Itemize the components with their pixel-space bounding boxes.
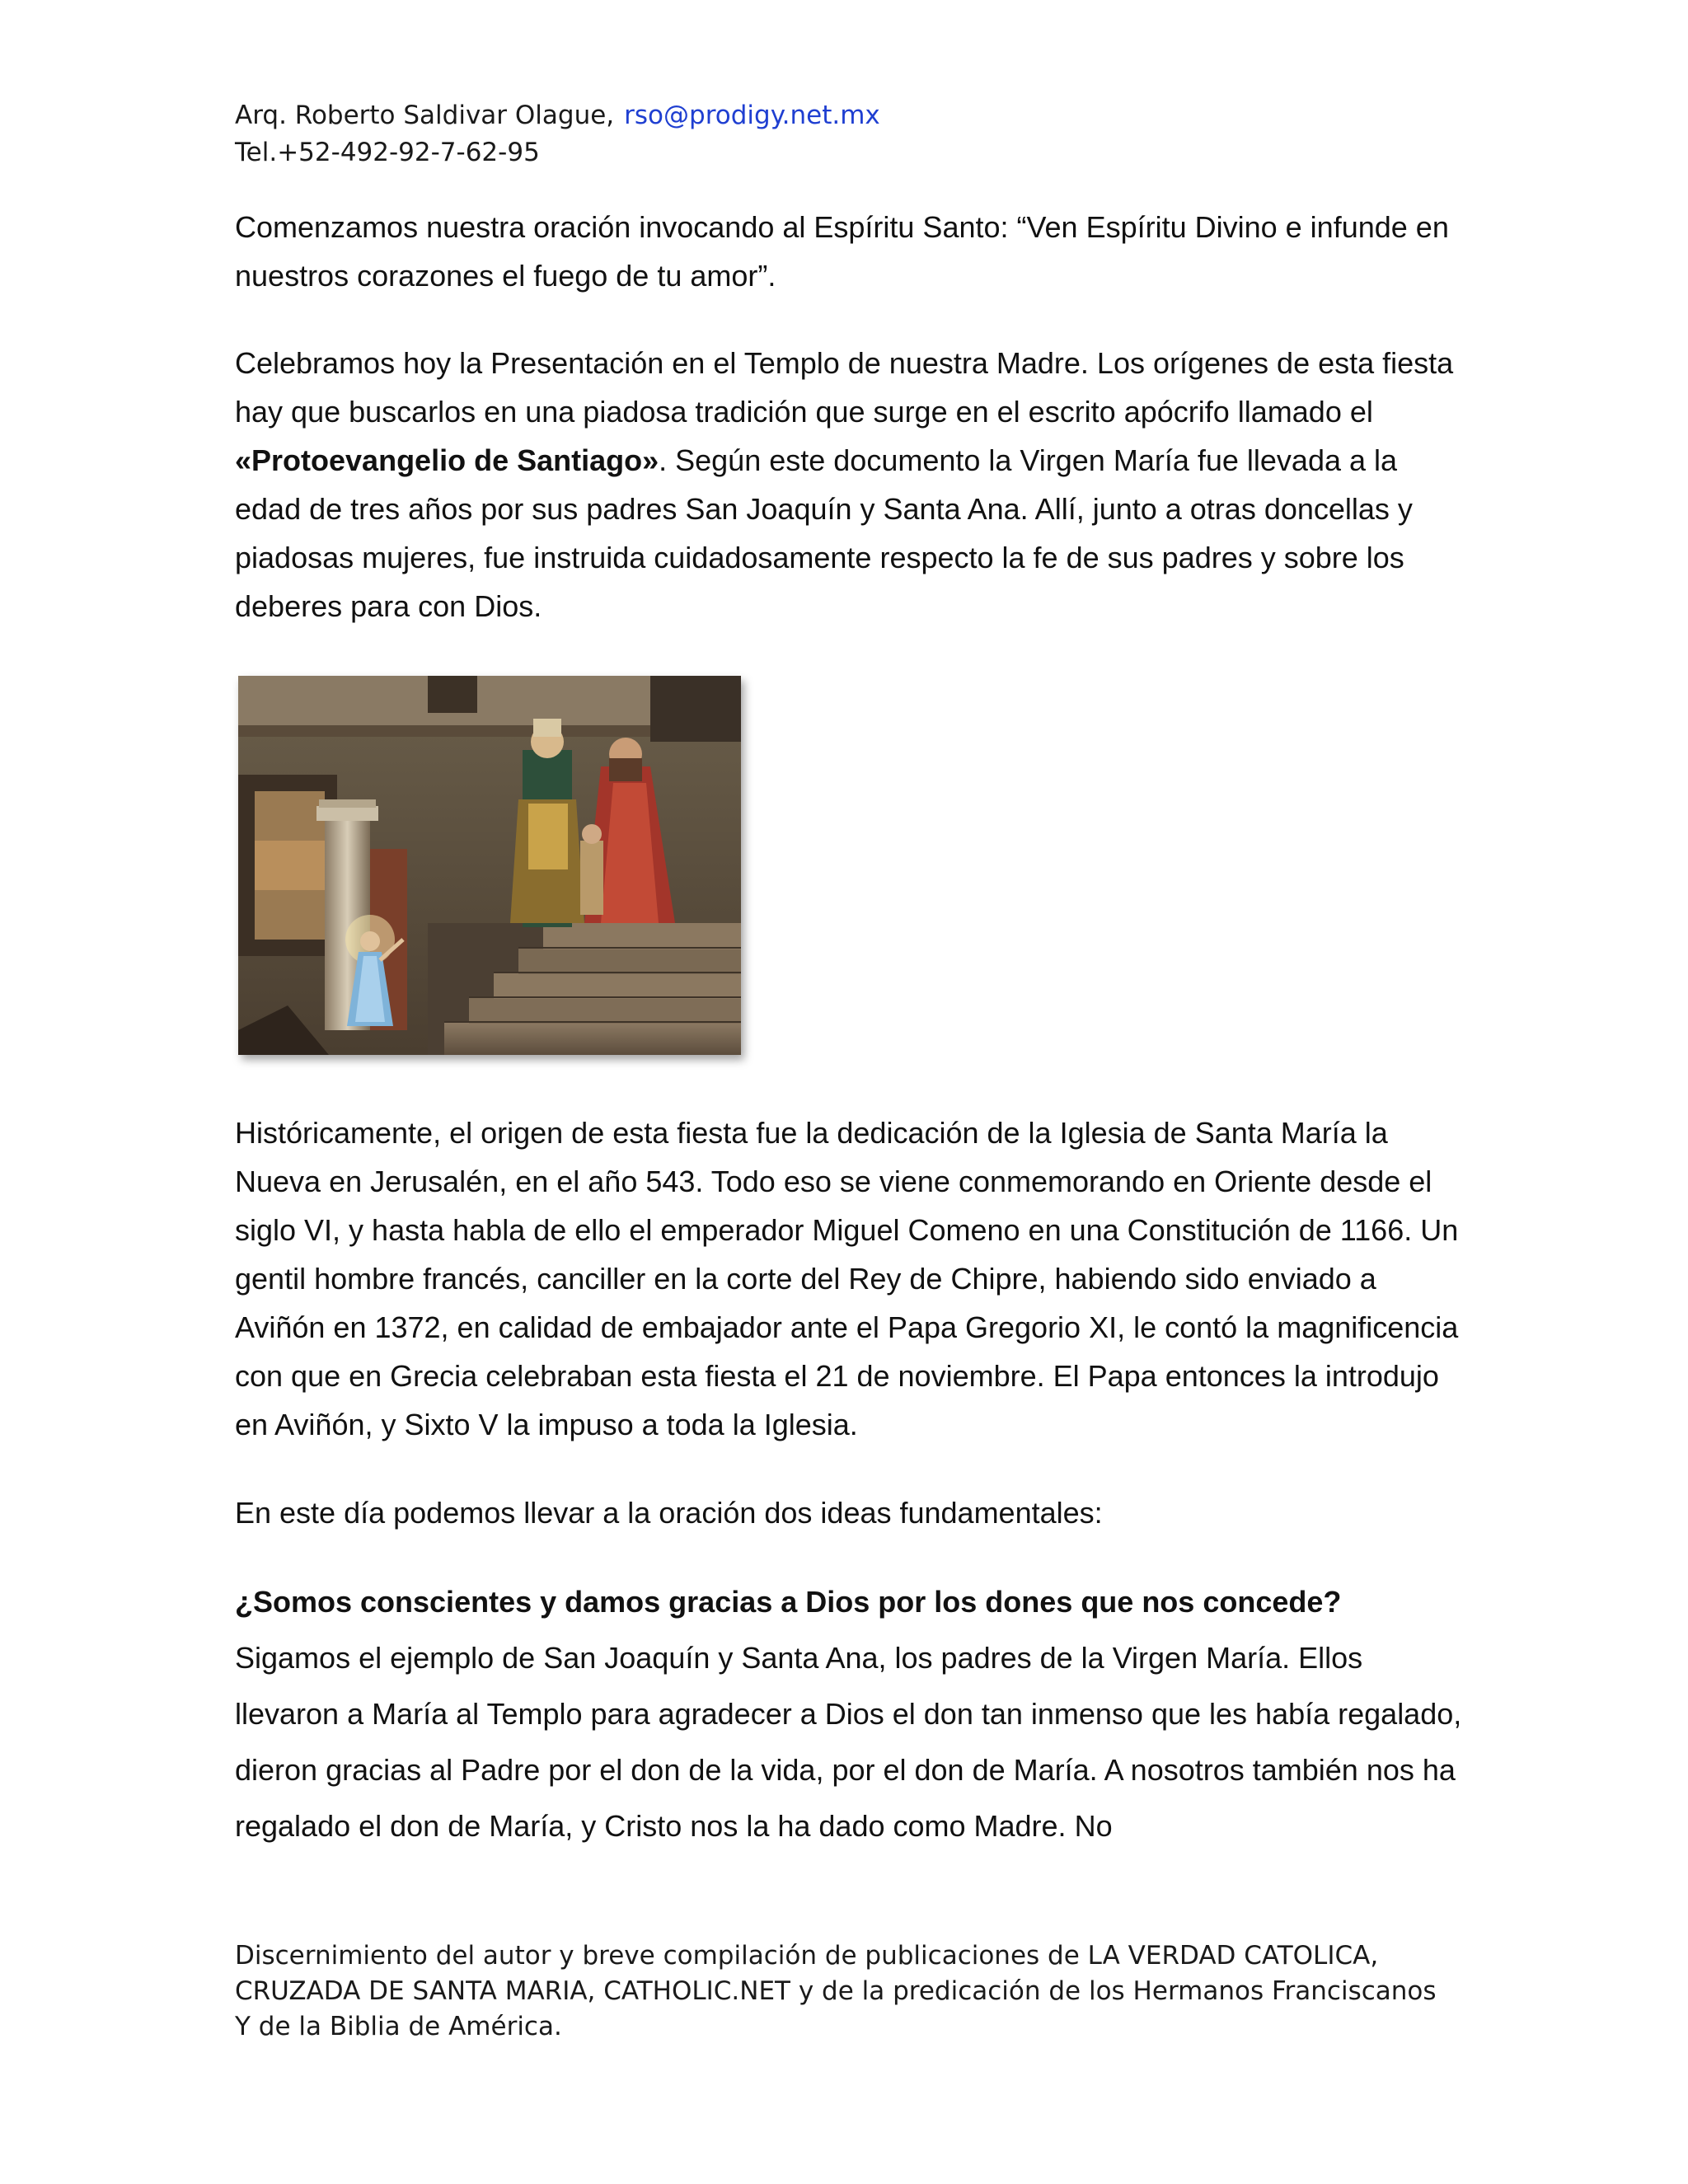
author-name: Arq. Roberto Saldivar Olague, xyxy=(235,101,615,130)
presentation-painting-image xyxy=(238,676,741,1055)
footer-line-1: Discernimiento del autor y breve compilación de publicaciones de LA VERDAD CATOLICA, xyxy=(235,1941,1379,1971)
page-footer xyxy=(235,1938,1437,2045)
presentation-paragraph xyxy=(235,339,1471,630)
protoevangelio-title: «Protoevangelio de Santiago» xyxy=(235,443,659,477)
gratitude-question: ¿Somos conscientes y damos gracias a Dios por los dones que nos concede? xyxy=(235,1585,1342,1619)
author-email-link[interactable]: rso@prodigy.net.mx xyxy=(624,101,880,130)
author-line xyxy=(235,97,880,134)
ideas-intro-paragraph: En este día podemos llevar a la oración dos ideas fundamentales: xyxy=(235,1496,1103,1530)
painting-illustration xyxy=(238,676,741,1055)
intro-paragraph: Comenzamos nuestra oración invocando al Espíritu Santo: “Ven Espíritu Divino e infunde en nuestros corazones el fuego de tu amor”. xyxy=(235,210,1449,293)
presentation-text-end: . Según este documento la Virgen María fue llevada a la edad de tres años por sus padres San Joaquín y Santa Ana. Allí, junto a otras doncellas y piadosas mujeres, fue instruida cuidadosamente respecto la fe de sus padres y sobre los deberes para con Dios. xyxy=(235,443,1413,623)
footer-line-3: Y de la Biblia de América. xyxy=(235,2012,562,2041)
author-phone: Tel.+52-492-92-7-62-95 xyxy=(235,138,540,167)
presentation-text-start: Celebramos hoy la Presentación en el Templo de nuestra Madre. Los orígenes de esta fiesta hay que buscarlos en una piadosa tradición que surge en el escrito apócrifo llamado el xyxy=(235,346,1454,429)
gratitude-text: Sigamos el ejemplo de San Joaquín y Santa Ana, los padres de la Virgen María. Ellos llevaron a María al Templo para agradecer a Dios el don tan inmenso que les había regalado, dieron gracias al Padre por el don de la vida, por el don de María. A nosotros también nos ha regalado el don de María, y Cristo nos la ha dado como Madre. No xyxy=(235,1641,1462,1843)
footer-line-2: CRUZADA DE SANTA MARIA, CATHOLIC.NET y de la predicación de los Hermanos Franciscanos xyxy=(235,1976,1437,2006)
history-paragraph: Históricamente, el origen de esta fiesta fue la dedicación de la Iglesia de Santa María la Nueva en Jerusalén, en el año 543. Todo eso se viene conmemorando en Oriente desde el siglo VI, y hasta habla de ello el emperador Miguel Comeno en una Constitución de 1166. Un gentil hombre francés, canciller en la corte del Rey de Chipre, habiendo sido enviado a Aviñón en 1372, en calidad de embajador ante el Papa Gregorio XI, le contó la magnificencia con que en Grecia celebraban esta fiesta el 21 de noviembre. El Papa entonces la introdujo en Aviñón, y Sixto V la impuso a toda la Iglesia. xyxy=(235,1116,1459,1441)
gratitude-paragraph xyxy=(235,1574,1471,1854)
author-header xyxy=(235,97,880,171)
